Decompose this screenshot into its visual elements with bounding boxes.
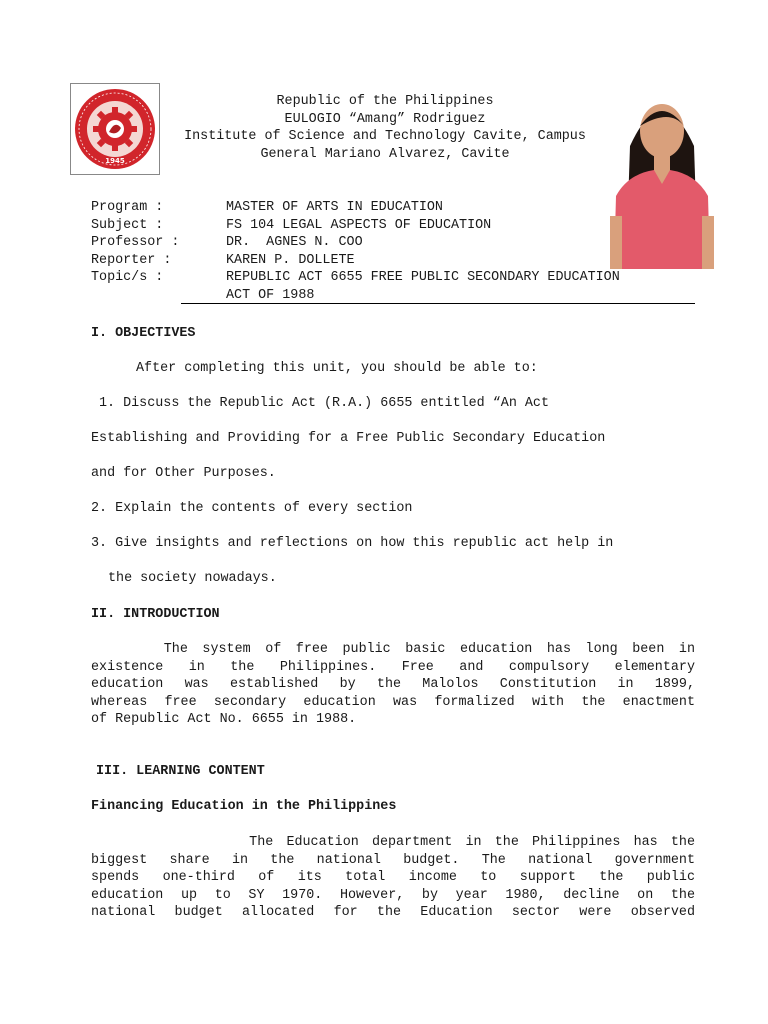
objectives-intro: After completing this unit, you should be able to: — [136, 361, 538, 376]
paragraph-line: spends one-third of its total income to support the public — [91, 870, 695, 885]
topic-value-continued: ACT OF 1988 — [226, 287, 315, 303]
introduction-paragraph — [91, 641, 695, 729]
header-institute-name: EULOGIO “Amang” Rodriguez — [284, 111, 486, 127]
objective-item-1-line-3: and for Other Purposes. — [91, 466, 276, 481]
logo-year: 1945 — [105, 157, 125, 165]
paragraph-line: whereas free secondary education was formalized with the enactment — [91, 694, 695, 710]
paragraph-line: education up to SY 1970. However, by year 1980, decline on the — [91, 887, 695, 903]
header-campus: Institute of Science and Technology Cavite, Campus — [184, 129, 586, 144]
learning-content-heading: III. LEARNING CONTENT — [96, 764, 265, 779]
objective-item-3-line-2: the society nowadays. — [108, 571, 277, 586]
objective-item-1-line-1: 1. Discuss the Republic Act (R.A.) 6655 entitled “An Act — [99, 396, 549, 411]
financing-paragraph — [91, 834, 695, 922]
subject-value: FS 104 LEGAL ASPECTS OF EDUCATION — [226, 217, 492, 233]
paragraph-line: education was established by the Malolos Constitution in 1899, — [91, 677, 695, 692]
professor-value: DR. AGNES N. COO — [226, 235, 363, 250]
paragraph-line: biggest share in the national budget. The national government — [91, 852, 695, 868]
financing-subheading: Financing Education in the Philippines — [91, 799, 397, 814]
paragraph-line: The Education department in the Philippines has the — [91, 835, 695, 850]
paragraph-line: national budget allocated for the Education sector were observed — [91, 905, 695, 920]
institute-logo — [70, 83, 160, 175]
paragraph-line: of Republic Act No. 6655 in 1988. — [91, 712, 357, 727]
paragraph-line: existence in the Philippines. Free and compulsory elementary — [91, 659, 695, 675]
seal-icon — [71, 84, 159, 174]
reporter-photo — [610, 86, 714, 269]
header-location: General Mariano Alvarez, Cavite — [260, 146, 510, 162]
objective-item-3-line-1: 3. Give insights and reflections on how this republic act help in — [91, 536, 614, 551]
paragraph-line: The system of free public basic education has long been in — [91, 642, 695, 657]
program-value: MASTER OF ARTS IN EDUCATION — [226, 200, 443, 215]
objective-item-1-line-2: Establishing and Providing for a Free Public Secondary Education — [91, 431, 606, 446]
introduction-heading: II. INTRODUCTION — [91, 607, 220, 622]
objective-item-2: 2. Explain the contents of every section — [91, 501, 413, 516]
program-label: Program : — [91, 200, 164, 215]
objectives-heading: I. OBJECTIVES — [91, 326, 196, 341]
topic-label: Topic/s : — [91, 270, 164, 285]
portrait-image — [610, 86, 714, 269]
subject-label: Subject : — [91, 217, 164, 233]
topic-value: REPUBLIC ACT 6655 FREE PUBLIC SECONDARY EDUCATION — [226, 270, 620, 285]
professor-label: Professor : — [91, 235, 180, 250]
header-divider — [181, 303, 695, 304]
reporter-label: Reporter : — [91, 252, 172, 268]
header-country: Republic of the Philippines — [276, 94, 494, 109]
reporter-value: KAREN P. DOLLETE — [226, 252, 355, 268]
document-header — [160, 93, 610, 163]
